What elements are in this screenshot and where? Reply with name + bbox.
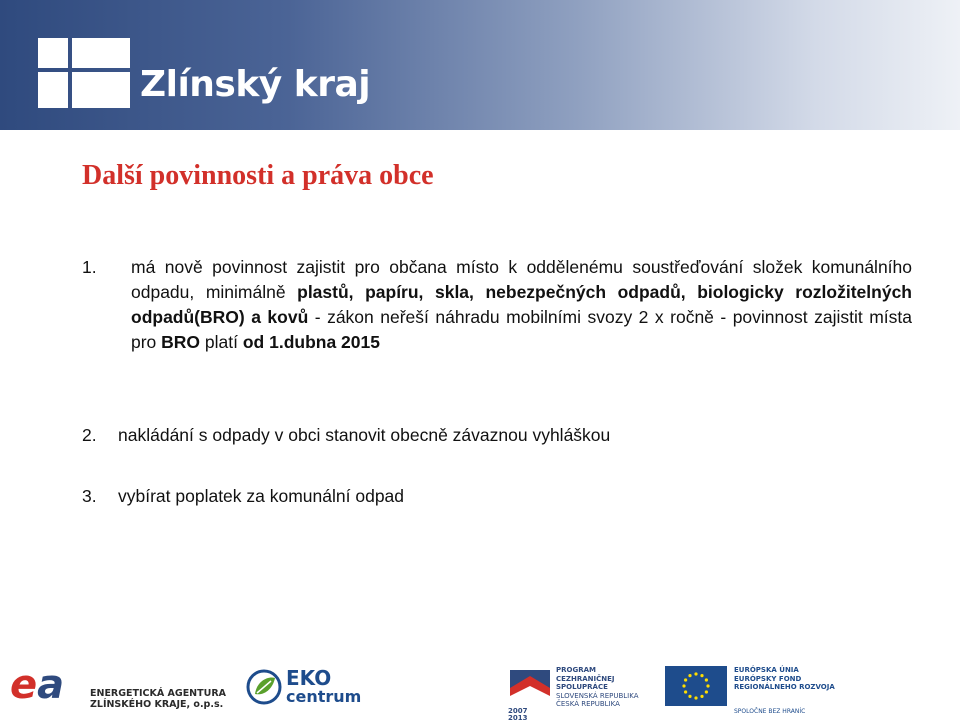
list-item-text: vybírat poplatek za komunální odpad: [118, 486, 405, 506]
ea-logo-a: a: [37, 662, 65, 708]
eu-star: [700, 674, 703, 677]
programme-years: [508, 708, 527, 722]
eu-flag-icon: [665, 666, 727, 706]
programme-line: PROGRAM: [556, 666, 596, 674]
text-segment: - zákon neřeší náhradu mobilními svozy 2 x ročně - povinnost zajistit místa pro: [131, 307, 912, 352]
header-band: [0, 0, 960, 130]
list-item-1: [82, 255, 912, 355]
programme-line: SLOVENSKÁ REPUBLIKA: [556, 691, 639, 700]
ea-name-line: ENERGETICKÁ AGENTURA: [90, 688, 226, 699]
eu-star: [684, 690, 687, 693]
programme-line: SPOLUPRÁCE: [556, 683, 608, 692]
eko-line: centrum: [286, 687, 362, 706]
programme-logo-icon: [508, 666, 552, 710]
footer-logos: [0, 650, 960, 722]
zlinsky-kraj-logo-icon: [38, 38, 130, 108]
bold-waste-types: plastů, papíru, skla, nebezpečných odpadů, biologicky rozložitelných odpadů(BRO) a kovů: [131, 282, 912, 327]
eu-star: [706, 684, 709, 687]
ea-name: [90, 688, 226, 710]
ea-logo-e: e: [10, 662, 38, 708]
programme-year: 2007: [508, 707, 528, 715]
bold-bro: BRO: [161, 332, 201, 352]
bold-effective-date: od 1.dubna 2015: [242, 332, 380, 352]
eu-star: [684, 678, 687, 681]
brand-name: Zlínský kraj: [140, 64, 371, 105]
list-item-number: 2.: [82, 425, 97, 445]
list-item-number: 1.: [82, 257, 97, 277]
eu-line: EURÓPSKA ÚNIA: [734, 666, 799, 674]
list-item-text: nakládání s odpady v obci stanovit obecně závaznou vyhláškou: [118, 425, 611, 445]
eu-star: [705, 678, 708, 681]
duties-list: [82, 255, 912, 506]
eu-motto: SPOLOČNE BEZ HRANÍC: [734, 708, 806, 715]
eu-line: REGIONÁLNEHO ROZVOJA: [734, 683, 835, 692]
list-item-2: [82, 423, 610, 448]
page-title: Další povinnosti a práva obce: [82, 160, 434, 191]
programme-line: ČESKÁ REPUBLIKA: [556, 700, 620, 709]
eu-star: [682, 684, 685, 687]
programme-year: 2013: [508, 714, 528, 722]
eko-line: EKO: [286, 666, 332, 690]
ea-name-line: ZLÍNSKÉHO KRAJE, o.p.s.: [90, 699, 224, 710]
eu-fund-name: [734, 666, 835, 692]
list-item-text: [131, 255, 912, 355]
text-segment: platí: [200, 332, 243, 352]
list-item-number: 3.: [82, 486, 97, 506]
eko-centrum-name: [286, 668, 361, 706]
eu-star: [694, 672, 697, 675]
eu-star: [688, 674, 691, 677]
list-item-3: [82, 484, 404, 509]
eu-star: [688, 695, 691, 698]
eu-star: [705, 690, 708, 693]
eu-line: EURÓPSKY FOND: [734, 674, 802, 683]
eu-star: [700, 695, 703, 698]
eko-leaf-icon: [245, 668, 283, 706]
eu-star: [694, 696, 697, 699]
ea-logo-icon: [10, 662, 64, 708]
text-segment: má nově povinnost zajistit pro občana místo k oddělenému soustřeďování složek komunálního odpadu, minimálně: [131, 257, 912, 302]
programme-line: CEZHRANIČNEJ: [556, 674, 615, 683]
programme-name: [556, 666, 639, 709]
